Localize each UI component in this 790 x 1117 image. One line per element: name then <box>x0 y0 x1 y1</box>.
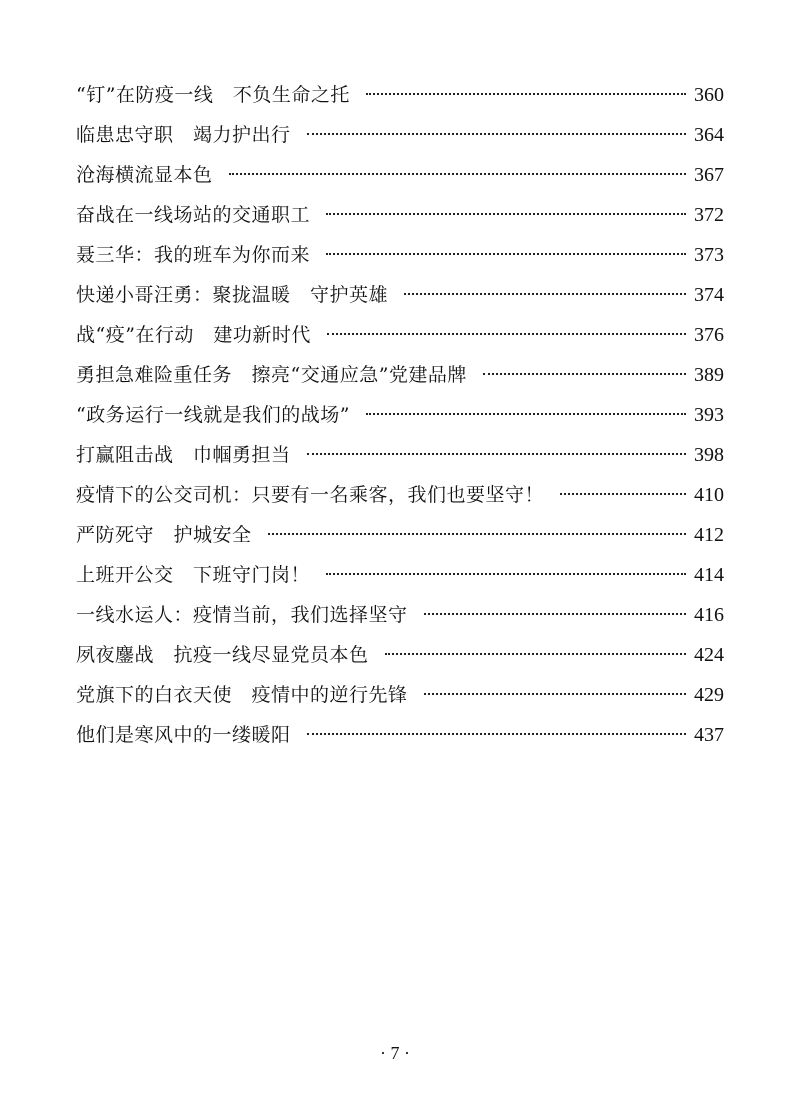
dot-leader <box>326 573 686 575</box>
toc-entry-title: 夙夜鏖战 抗疫一线尽显党员本色 <box>76 644 369 666</box>
toc-entry[interactable] <box>76 560 724 600</box>
toc-entry[interactable] <box>76 640 724 680</box>
dot-leader <box>404 293 686 295</box>
toc-entry-page: 398 <box>694 444 724 466</box>
toc-entry-page: 424 <box>694 644 724 666</box>
toc-entry[interactable] <box>76 360 724 400</box>
dot-leader <box>327 333 686 335</box>
toc-entry[interactable] <box>76 400 724 440</box>
toc-entry-title: 快递小哥汪勇：聚拢温暖 守护英雄 <box>76 284 389 306</box>
dot-leader <box>307 453 686 455</box>
toc-entry-title: 上班开公交 下班守门岗！ <box>76 564 311 586</box>
toc-entry[interactable] <box>76 80 724 120</box>
dot-leader <box>268 533 686 535</box>
toc-entry-title: 党旗下的白衣天使 疫情中的逆行先锋 <box>76 684 408 706</box>
toc-entry-page: 410 <box>694 484 724 506</box>
dot-leader <box>560 493 686 495</box>
toc-entry-page: 416 <box>694 604 724 626</box>
toc-entry[interactable] <box>76 240 724 280</box>
toc-entry-title: “政务运行一线就是我们的战场” <box>76 404 350 426</box>
toc-entry[interactable] <box>76 120 724 160</box>
toc-entry[interactable] <box>76 280 724 320</box>
dot-leader <box>385 653 686 655</box>
toc-entry-title: 战“疫”在行动 建功新时代 <box>76 324 311 346</box>
toc-entry-page: 372 <box>694 204 724 226</box>
toc-entry-page: 360 <box>694 84 724 106</box>
toc-entry-page: 429 <box>694 684 724 706</box>
toc-entry[interactable] <box>76 440 724 480</box>
toc-entry-page: 374 <box>694 284 724 306</box>
toc-entry-title: 严防死守 护城安全 <box>76 524 252 546</box>
toc-entry-page: 389 <box>694 364 724 386</box>
toc-entry-title: 临患忠守职 竭力护出行 <box>76 124 291 146</box>
toc-entry[interactable] <box>76 480 724 520</box>
toc-entry-page: 376 <box>694 324 724 346</box>
dot-leader <box>326 253 686 255</box>
toc-entry-page: 414 <box>694 564 724 586</box>
dot-leader <box>307 733 686 735</box>
dot-leader <box>326 213 686 215</box>
dot-leader <box>366 93 686 95</box>
toc-entry[interactable] <box>76 320 724 360</box>
toc-entry-title: 他们是寒风中的一缕暖阳 <box>76 724 291 746</box>
dot-leader <box>424 613 686 615</box>
toc-entry-page: 364 <box>694 124 724 146</box>
toc-entry[interactable] <box>76 720 724 760</box>
toc-entry-title: 疫情下的公交司机：只要有一名乘客，我们也要坚守！ <box>76 484 545 506</box>
dot-leader <box>229 173 686 175</box>
toc-entry-page: 367 <box>694 164 724 186</box>
toc-entry-page: 437 <box>694 724 724 746</box>
toc-entry-title: 奋战在一线场站的交通职工 <box>76 204 311 226</box>
toc-entry[interactable] <box>76 600 724 640</box>
toc-entry-title: 沧海横流显本色 <box>76 164 213 186</box>
toc-entry-title: 聂三华：我的班车为你而来 <box>76 244 311 266</box>
toc-entry[interactable] <box>76 200 724 240</box>
toc-entry[interactable] <box>76 160 724 200</box>
toc-entry-page: 373 <box>694 244 724 266</box>
toc-entry-title: “钉”在防疫一线 不负生命之托 <box>76 84 350 106</box>
toc-entry[interactable] <box>76 680 724 720</box>
dot-leader <box>424 693 686 695</box>
page-number: · 7 · <box>380 1043 410 1063</box>
toc-entry[interactable] <box>76 520 724 560</box>
dot-leader <box>307 133 686 135</box>
toc-entry-title: 打赢阻击战 巾帼勇担当 <box>76 444 291 466</box>
toc-entry-title: 一线水运人：疫情当前，我们选择坚守 <box>76 604 408 626</box>
toc-entry-page: 412 <box>694 524 724 546</box>
table-of-contents <box>76 80 724 760</box>
dot-leader <box>483 373 686 375</box>
toc-entry-page: 393 <box>694 404 724 426</box>
toc-entry-title: 勇担急难险重任务 擦亮“交通应急”党建品牌 <box>76 364 467 386</box>
dot-leader <box>366 413 686 415</box>
